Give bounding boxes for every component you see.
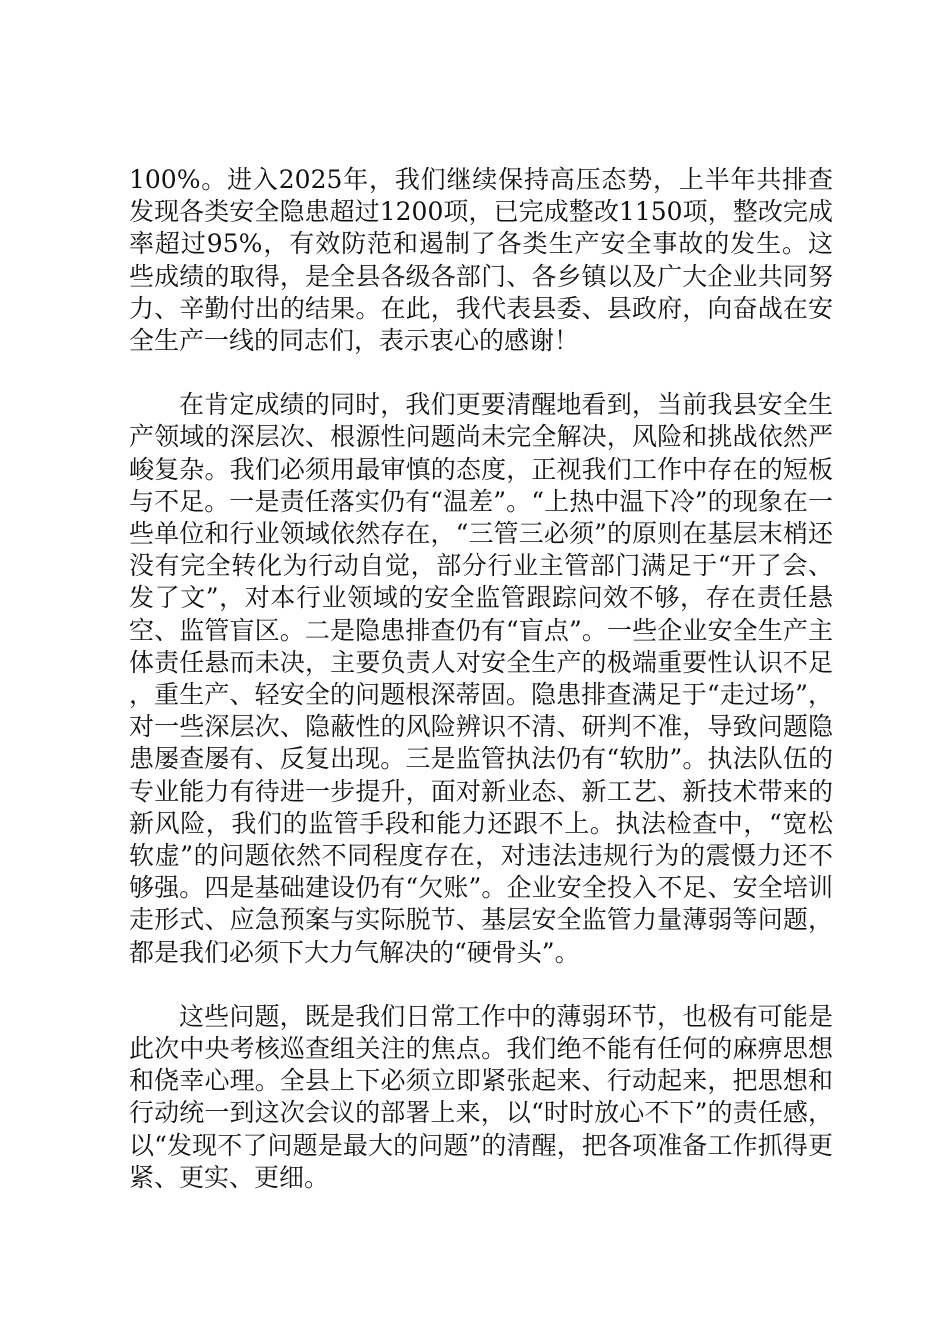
paragraph-problems: 在肯定成绩的同时，我们更要清醒地看到，当前我县安全生产领域的深层次、根源性问题尚未完全解决，风险和挑战依然严峻复杂。我们必须用最审慎的态度，正视我们工作中存在的短板与不足。一是责任落实仍有“温差”。“上热中温下冷”的现象在一些单位和行业领域依然存在，“三管三必须”的原则在基层末梢还没有完全转化为行动自觉，部分行业主管部门满足于“开了会、发了文”，对本行业领域的安全监管跟踪问效不够，存在责任悬空、监管盲区。二是隐患排查仍有“盲点”。一些企业安全生产主体责任悬而未决，主要负责人对安全生产的极端重要性认识不足，重生产、轻安全的问题根深蒂固。隐患排查满足于“走过场”，对一些深层次、隐蔽性的风险辨识不清、研判不准，导致问题隐患屡查屡有、反复出现。三是监管执法仍有“软肋”。执法队伍的专业能力有待进一步提升，面对新业态、新工艺、新技术带来的新风险，我们的监管手段和能力还跟不上。执法检查中，“宽松软虚”的问题依然不同程度存在，对违法违规行为的震慑力还不够强。四是基础建设仍有“欠账”。企业安全投入不足、安全培训走形式、应急预案与实际脱节、基层安全监管力量薄弱等问题，都是我们必须下大力气解决的“硬骨头”。 [129, 390, 833, 967]
paragraph-achievements: 100%。进入2025年，我们继续保持高压态势，上半年共排查发现各类安全隐患超过1200项，已完成整改1150项，整改完成率超过95%，有效防范和遏制了各类生产安全事故的发生。这些成绩的取得，是全县各级各部门、各乡镇以及广大企业共同努力、辛勤付出的结果。在此，我代表县委、县政府，向奋战在安全生产一线的同志们，表示衷心的感谢！ [129, 165, 833, 356]
paragraph-call-to-action: 这些问题，既是我们日常工作中的薄弱环节，也极有可能是此次中央考核巡查组关注的焦点。我们绝不能有任何的麻痹思想和侥幸心理。全县上下必须立即紧张起来、行动起来，把思想和行动统一到这次会议的部署上来，以“时时放心不下”的责任感，以“发现不了问题是最大的问题”的清醒，把各项准备工作抓得更紧、更实、更细。 [129, 1001, 833, 1192]
body-text [129, 164, 833, 1194]
